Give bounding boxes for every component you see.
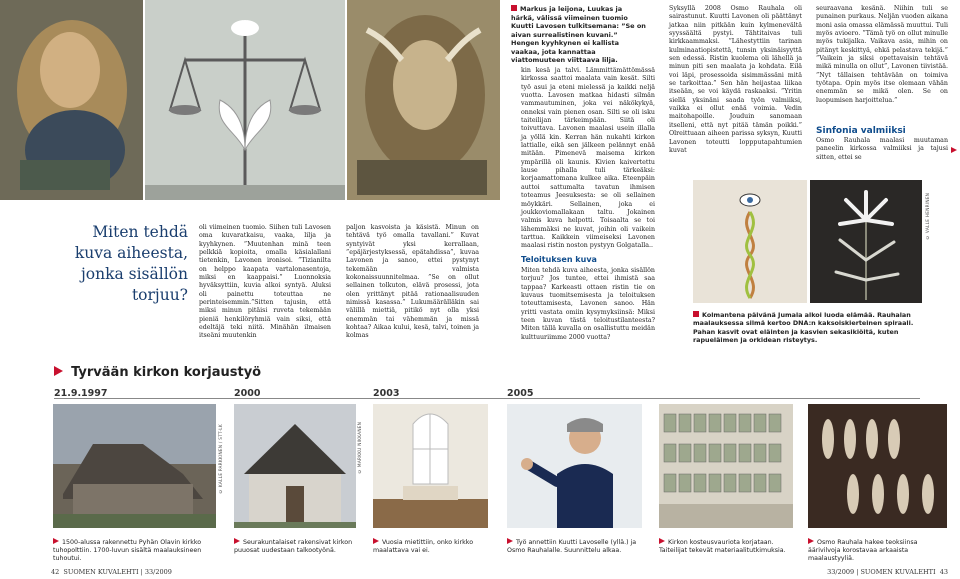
timeline-date-3: 2003 [373,388,400,399]
issue-left: 33/2009 [144,568,172,576]
timeline-caption-1: 1500-alussa rakennettu Pyhän Olavin kirkko tuhopolttiin. 1700-luvun sisältä maalauksineen tuhoutui. [53,539,202,563]
subhead-teloitus: Teloituksen kuva [521,255,597,264]
subhead-sinfonia: Sinfonia valmiiksi [816,126,906,136]
section-title: Tyrvään kirkon korjaustyö [71,365,262,380]
timeline-caption-6: Osmo Rauhala hakee teoksiinsa äärivilvoja korostavaa arkaaista maalaustyyliä. [808,539,918,563]
footer-left: 42 SUOMEN KUVALEHTI | 33/2009 [51,568,172,576]
photo-orchid-plant [810,180,922,303]
article-column-5 [816,5,948,121]
publication-name-left: SUOMEN KUVALEHTI [63,568,139,576]
photo-kuutti-lavonen [507,404,642,528]
photo-wall-panels [659,404,793,528]
timeline-caption-4: Työ annettiin Kuutti Lavoselle (yllä.) ja Osmo Rauhalalle. Suunnittelu alkaa. [507,539,637,555]
paintings-caption: Markus ja leijona, Luukas ja härkä, välissä viimeinen tuomio Kuutti Lavosen tulkitsemana: ”Se on aivan surrealistinen kuvani.” Hengen kyyhkynen ei kallista vaakaa, jota kannattaa viattomuuteen viittaava lilja. [511,5,646,64]
photo-credit-1: © KALLE PARKKINEN / STT-LK [218,424,223,494]
column-1-text: oli viimeinen tuomio. Siihen tuli Lavosen oma kuvaratkaisu, vaaka, lilja ja kyyhkynen. ”Muutenhan minä teen pelkkiä kopioita, omalla käsialallani tietenkin, Lavonen ironisoi. ”Tizianilta on helppo kaapata vartalonasentoja, miksi en kaappaisi.” Luonnoksia hyväksyttiin, kuvia alkoi syntyä. Aluksi oli painettu toteuttaa ne perinteisemmin.”Sitten tajusin, että miksi minun pitäisi ruveta tekemään pieniä henkilöryhmiä vain siksi, että edeltäjä teki niitä. Minähän ilmaisen itseäni muutenkin [199,224,331,340]
caption-arrow-icon [53,538,59,544]
article-column-1 [199,224,331,341]
section-header [54,361,261,380]
headline: Miten tehdä kuva aiheesta, jonka sisällön torjuu? [74,223,188,304]
photo-eye-spiral [693,180,807,303]
square-bullet-icon [511,5,517,11]
photo-credit-3: © MARKKU NIKKANEN [357,421,362,474]
page-number-left: 42 [51,568,60,576]
article-column-2 [346,224,479,341]
column-4-text: Syksyllä 2008 Osmo Rauhala oli sairastunut. Kuutti Lavonen oli päättänyt jatkaa niin pitkään kuin kylmenevältä syyssäältä pystyi. Tähtitaivas tuli kirkkaammaksi. ”Lähestyttiin tarinan kulminaatiopistettä, tunsin yksinäisyyttä sen edessä. Ristin kuolema oli lähellä ja minun piti sen maalata ja kohdata. Eilä voi läpi, prosessoida sisimmässäni mitä se tarkoittaa.” Sen hän heijastaa liikaa itseään, se voi käydä raskaaksi. ”Yritin siellä yksinäni saada työn valmiiksi, vaikka ei ollut enää voimia. Vedin maitohapoille. Jouduin sanomaan itselleni, että nyt pitää tämän poikki.” Olreittuaan aiheen parissa syksyn, Kuutti Lavonen toteutti loppputapahtumien kuvat [669,5,802,154]
column-5-bottom-text: Osmo Rauhala maalasi muutaman paneelin kirkossa valmiiksi ja tajusi sitten, ettei se [816,137,948,161]
photo-burnt-church [53,404,216,528]
column-2-text: paljon kasvoista ja käsistä. Minun on tehtävä työ omalla tavallani.” Kuvat syntyivät yksi kerrallaan, ”epäjärjestyksessä, epätahdissa”, kuvaa Lavonen ja sanoo, ettei pystynyt tekemään valmista kokonaissuunnitelmaa. ”Se on ollut sellainen tolkuton, elävä prosessi, jota olen yrittänyt pitää rationaalisuuden nimissä kasassa.” Lukumäärälläkin sai välillä miettiä, pitikö nyt olla yksi enemmän tai vähemmän ja missä kohtaa? Aikaa kului, kesä, talvi, toinen ja kolmas [346,224,479,340]
caption-arrow-icon [373,538,379,544]
timeline-date-1: 21.9.1997 [54,388,108,399]
photo-fish-board [808,404,947,528]
painting-mark-lion [0,0,143,200]
page-number-right: 43 [939,568,948,576]
column-3-text: kin kesä ja talvi. Lämmittämättömässä kirkossa saattoi maalata vain kesät. Silti työ asui ja eteni mielessä ja kaikki neljä vuotta. Lavosen matkaa hidasti silmän vammautuminen, joka vei näkökykyä, onneksi vain pienen osan. Silti se oli isku taiteilijan tärkeimpään. Siitä oli toivuttava. Lavonen maalasi usein illalla ja yöllä kin. Kerran hän nukahti kirkon lattialle, eikä sen jälkeen pelännyt enää mitään. Pimenevä maisema kirkon ympärillä oli kaunis. Kivien kaivertettu lause pihalla tuli tärkeäksi: korjaamattomana kulkee aika. Eteenpäin auttoi sattumalta tavatun ihmisen toteamus Jeesuksesta: se oli sellainen möykkäri. Sellainen, joka ei joukkoviomallakaan taltu. Jokainen valmis kuva helpotti. Toisaalta se toi lähemmäksi ne kuvat, joihin oli vaikein tarttua. Kaikkein viimeiseksi Lavonen maalasi ristin noston pystyyn Golgatalla.. [521,67,655,250]
caption-arrow-icon [507,538,513,544]
right-photo-caption: Kolmantena päivänä Jumala alkoi luoda elämää. Rauhalan maalauksessa silmä kertoo DNA:n kaksoiskierteinen spiraali. Pahan kasvit ovat eläinten ja kasvien sekasikiöitä, kuten rapueläimen ja orkidean risteytys. [693,311,914,345]
square-bullet-icon [693,311,699,317]
painting-last-judgment [145,0,345,200]
painting-ox [347,0,500,200]
footer-right: 33/2009 | SUOMEN KUVALEHTI 43 [827,568,948,576]
article-column-4 [669,5,802,155]
photo-church-exterior [234,404,356,528]
continue-arrow-icon [951,147,957,153]
column-5-text: seuraavana kesänä. Niihin tuli se punainen purkaus. Neljän vuoden aikana moni asia omassa elämässä muuttui. Tuli myös avioero. ”Tämä työ on ollut minulle myös tukijalka. Vaikava asia, mihin on pitänyt keskittyä, ehkä pelastava tekijä.” ”Vaikein ja siksi opettavaisin tehtävä mikä minulla on ollut”, Lavonen tiivistää. ”Nyt tällaisen tehtävään on toimiva työtapa. Opin myös itse olemaan vähän enemmän se mikä olen. Se on luopumisen harjoittelua.” [816,5,948,104]
column-3-bottom-text: Miten tehdä kuva aiheesta, jonka sisällön torjuu? Jos tuntee, ettei ihmistä saa tappaa? Karkeasti ottaen ristin tie on kuvaus tuomitsemisesta ja teloituksen toteuttamisesta, Lavonen sanoo. Hän yritti vastata omiin kysymyksiinsä: Miksi teen kuvan tästä teloitustilanteesta? Miten tällä kuvalla on osallistuttu meidän kulttuuriimme 2000 vuotta? [521,267,655,341]
photo-church-interior [373,404,488,528]
timeline-date-2: 2000 [234,388,261,399]
timeline-caption-5: Kirkon kosteusvauriota korjataan. Taiteilijat tekevät materiaalitutkimuksia. [659,539,786,555]
caption-arrow-icon [808,538,814,544]
section-arrow-icon [54,366,63,376]
caption-arrow-icon [234,538,240,544]
timeline-caption-2: Seurakuntalaiset rakensivat kirkon puuosat uudestaan talkootyönä. [234,539,353,555]
timeline-date-4: 2005 [507,388,534,399]
right-photo-credit: © VALLE HENRINEN [925,192,930,240]
timeline-caption-3: Vuosia mietittiin, onko kirkko maalattava vai ei. [373,539,474,555]
timeline-line [54,398,920,399]
article-column-3 [521,67,655,249]
article-column-3-bottom [521,267,655,343]
article-column-5-bottom [816,137,948,161]
caption-arrow-icon [659,538,665,544]
issue-right: 33/2009 [827,568,855,576]
publication-name-right: SUOMEN KUVALEHTI [860,568,936,576]
